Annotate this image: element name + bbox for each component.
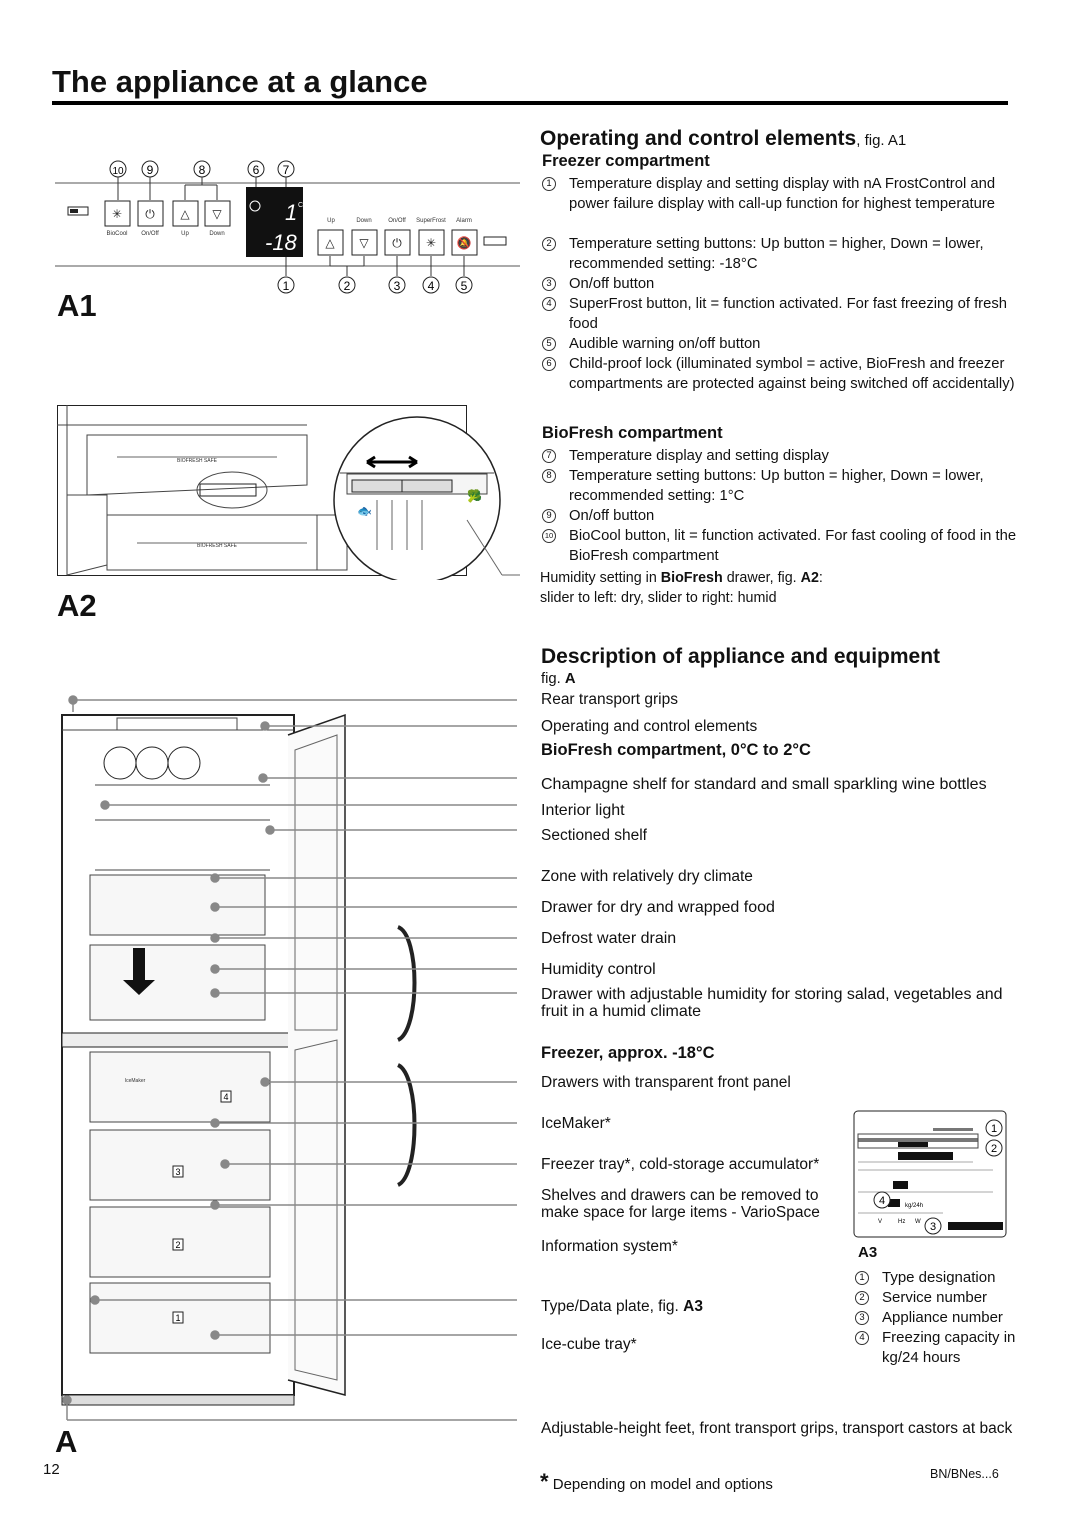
title-rule [52, 101, 1008, 105]
desc-sectioned-shelf: Sectioned shelf [541, 827, 647, 844]
icemaker-label: IceMaker [124, 1078, 146, 1084]
desc-icemaker: IceMaker* [541, 1115, 611, 1132]
callout-7: 7 [282, 163, 290, 177]
footnote: * Depending on model and options [540, 1469, 773, 1494]
label-up-left: Up [181, 231, 189, 237]
callout-9: 9 [146, 163, 154, 177]
label-onoff-left: On/Off [141, 231, 159, 237]
plate-legend-4: 4 Freezing capacity in kg/24 hours [855, 1328, 1035, 1368]
description-fig-ref: fig. A [541, 671, 576, 687]
control-item-8: 8 Temperature setting buttons: Up button = higher, Down = lower, recommended setting: 1°C [542, 466, 1022, 506]
control-panel-illustration [55, 150, 520, 300]
figure-label-a2: A2 [57, 588, 97, 623]
desc-information-system: Information system* [541, 1238, 678, 1255]
label-superfrost: SuperFrost [416, 218, 446, 224]
plate-label-w: W [915, 1219, 921, 1225]
label-onoff-right: On/Off [388, 218, 406, 224]
callout-4: 4 [427, 279, 435, 293]
plate-callout-2: 2 [990, 1143, 998, 1155]
page-title: The appliance at a glance [52, 64, 428, 99]
desc-ice-cube-tray: Ice-cube tray* [541, 1336, 637, 1353]
freezer-drawer-num-4: 4 [223, 1092, 229, 1102]
drawer-label-top: BIOFRESH SAFE [176, 458, 218, 464]
data-plate-illustration [853, 1110, 1008, 1240]
desc-rear-transport-grips: Rear transport grips [541, 691, 678, 708]
biofresh-range-heading: BioFresh compartment, 0°C to 2°C [541, 741, 811, 759]
biofresh-drawer-illustration [57, 405, 520, 580]
control-item-5: 5 Audible warning on/off button [542, 334, 1022, 354]
biocool-snowflake-icon: ✳ [111, 207, 123, 221]
desc-variospace: Shelves and drawers can be removed to make space for large items - VarioSpace [541, 1187, 820, 1221]
plate-label-v: V [878, 1219, 883, 1225]
desc-champagne-shelf: Champagne shelf for standard and small sparkling wine bottles [541, 776, 987, 793]
desc-transparent-drawers: Drawers with transparent front panel [541, 1074, 791, 1091]
power-icon: ⏻ [145, 207, 155, 221]
down-arrow-icon: ▽ [212, 207, 222, 221]
biofresh-compartment-heading: BioFresh compartment [542, 424, 723, 442]
fridge-illustration [55, 690, 520, 1430]
document-code: BN/BNes...6 [930, 1467, 999, 1481]
page-number: 12 [43, 1461, 60, 1478]
figure-label-a1: A1 [57, 288, 97, 323]
callout-10: 10 [112, 166, 124, 177]
svg-text:⏻: ⏻ [392, 236, 402, 250]
control-item-6: 6 Child-proof lock (illuminated symbol = active, BioFresh and freezer compartments are protected against being switched off accidentally) [542, 354, 1022, 394]
label-down-left: Down [209, 231, 225, 237]
callout-3: 3 [393, 279, 401, 293]
desc-feet: Adjustable-height feet, front transport grips, transport castors at back [541, 1420, 1013, 1437]
humidity-note: Humidity setting in BioFresh drawer, fig. A2: slider to left: dry, slider to right: humid [540, 570, 823, 606]
svg-text:🐟: 🐟 [357, 504, 372, 518]
control-item-1: 1 Temperature display and setting display with nA FrostControl and power failure display with call-up function for highest temperature [542, 174, 1022, 214]
controls-heading: Operating and control elements, fig. A1 [540, 127, 907, 150]
desc-humidity-control: Humidity control [541, 961, 656, 978]
label-down-right: Down [356, 218, 372, 224]
desc-dry-zone: Zone with relatively dry climate [541, 868, 753, 885]
freezer-drawer-num-2: 2 [175, 1240, 181, 1250]
figure-label-a3: A3 [858, 1244, 878, 1261]
control-item-2: 2 Temperature setting buttons: Up button = higher, Down = lower, recommended setting: -18°C [542, 234, 1022, 274]
figure-label-a: A [55, 1424, 78, 1459]
svg-text:△: △ [325, 236, 335, 250]
svg-text:✳: ✳ [425, 236, 437, 250]
display-freezer-temp: -18 [265, 230, 297, 255]
control-item-10: 10 BioCool button, lit = function activated. For fast cooling of food in the BioFresh compartment [542, 526, 1022, 566]
data-plate-legend [855, 1268, 1035, 1368]
display-biofresh-temp: 1 [285, 200, 298, 225]
description-heading: Description of appliance and equipment [541, 645, 941, 668]
display-unit: C [298, 202, 304, 209]
plate-callout-4: 4 [878, 1195, 886, 1207]
plate-callout-1: 1 [990, 1123, 998, 1135]
freezer-drawer-num-1: 1 [175, 1313, 181, 1323]
desc-freezer-tray: Freezer tray*, cold-storage accumulator* [541, 1156, 820, 1173]
plate-unit-label: kg/24h [905, 1203, 924, 1209]
svg-text:🥦: 🥦 [467, 489, 482, 503]
label-up-right: Up [327, 218, 335, 224]
desc-interior-light: Interior light [541, 802, 625, 819]
plate-legend-2: 2 Service number [855, 1288, 1035, 1308]
desc-defrost-drain: Defrost water drain [541, 930, 677, 947]
desc-operating-elements: Operating and control elements [541, 718, 758, 735]
freezer-drawer-num-3: 3 [175, 1167, 181, 1177]
plate-callout-3: 3 [929, 1221, 937, 1233]
label-biocool: BioCool [106, 231, 128, 237]
plate-legend-3: 3 Appliance number [855, 1308, 1035, 1328]
svg-text:🔕: 🔕 [456, 236, 472, 250]
control-item-7: 7 Temperature display and setting display [542, 446, 1022, 466]
drawer-label-bottom: BIOFRESH SAFE [196, 543, 238, 549]
callout-8: 8 [198, 163, 206, 177]
control-item-4: 4 SuperFrost button, lit = function activated. For fast freezing of fresh food [542, 294, 1022, 334]
desc-dry-drawer: Drawer for dry and wrapped food [541, 899, 775, 916]
desc-humid-drawer: Drawer with adjustable humidity for storing salad, vegetables and fruit in a humid climate [541, 986, 1003, 1020]
callout-1: 1 [282, 279, 290, 293]
freezer-range-heading: Freezer, approx. -18°C [541, 1044, 715, 1062]
control-item-3: 3 On/off button [542, 274, 1022, 294]
plate-label-hz: Hz [898, 1219, 906, 1225]
callout-5: 5 [460, 279, 468, 293]
control-item-9: 9 On/off button [542, 506, 1022, 526]
up-arrow-icon: △ [180, 207, 190, 221]
desc-type-plate: Type/Data plate, fig. A3 [541, 1298, 703, 1315]
svg-text:▽: ▽ [359, 236, 369, 250]
callout-2: 2 [343, 279, 351, 293]
label-alarm: Alarm [456, 218, 472, 224]
callout-6: 6 [252, 163, 260, 177]
plate-legend-1: 1 Type designation [855, 1268, 1035, 1288]
freezer-compartment-heading: Freezer compartment [542, 152, 710, 170]
